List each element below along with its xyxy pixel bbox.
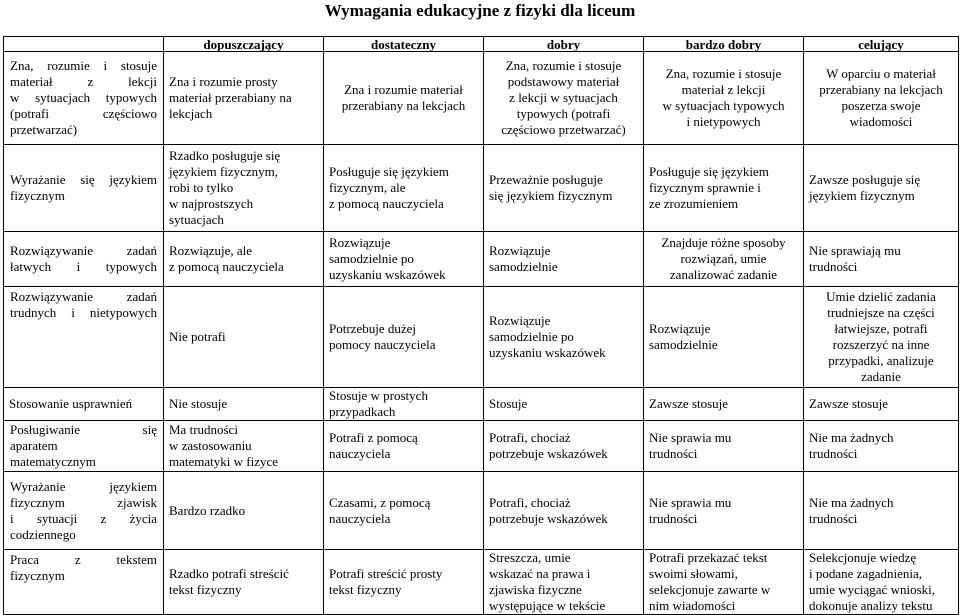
requirement-cell: Nie potrafi [164,287,324,388]
requirement-cell: Nie stosuje [164,388,324,421]
requirement-cell: Bardzo rzadko [164,472,324,550]
requirement-cell: Zna, rozumie i stosuje materiał z lekcji w sytuacjach typowych i nietypowych [644,52,804,145]
requirement-cell: Zawsze stosuje [804,388,959,421]
requirement-cell: Znajduje różne sposoby rozwiązań, umie zanalizować zadanie [644,232,804,287]
requirement-cell: Posługuje się językiem fizycznym, ale z pomocą nauczyciela [324,145,484,232]
requirement-cell: Nie ma żadnych trudności [804,421,959,472]
requirement-cell: Rozwiązuje, ale z pomocą nauczyciela [164,232,324,287]
requirement-cell: Nie sprawia mu trudności [644,472,804,550]
requirement-cell: Stosuje w prostych przypadkach [324,388,484,421]
table-row [4,550,959,615]
requirement-cell: Rzadko posługuje się językiem fizycznym, robi to tylko w najprostszych sytuacjach [164,145,324,232]
header-criterion-cell [4,37,164,52]
header-grade-dostateczny: dostateczny [324,37,484,52]
criterion-cell: Zna, rozumie i stosuje materiał z lekcji w sytuacjach typowych (potrafi częściowo przetwarzać) [4,52,164,145]
criterion-cell: Rozwiązywanie zadań trudnych i nietypowych [4,287,164,388]
header-grade-celujacy: celujący [804,37,959,52]
requirement-cell: Posługuje się językiem fizycznym sprawnie i ze zrozumieniem [644,145,804,232]
table-row [4,472,959,550]
table-row [4,232,959,287]
requirement-cell: Nie ma żadnych trudności [804,472,959,550]
requirement-cell: Nie sprawia mu trudności [644,421,804,472]
requirement-cell: Potrafi, chociaż potrzebuje wskazówek [484,472,644,550]
requirement-cell: Zna, rozumie i stosuje podstawowy materiał z lekcji w sytuacjach typowych (potrafi częściowo przetwarzać) [484,52,644,145]
table-row [4,145,959,232]
requirement-cell: Potrafi, chociaż potrzebuje wskazówek [484,421,644,472]
requirement-cell: Umie dzielić zadania trudniejsze na części łatwiejsze, potrafi rozszerzyć na inne przypadki, analizuje zadanie [804,287,959,388]
page-title: Wymagania edukacyjne z fizyki dla liceum [324,1,636,20]
requirement-cell: Zna i rozumie materiał przerabiany na lekcjach [324,52,484,145]
criterion-cell: Praca z tekstem fizycznym [4,550,164,615]
requirement-cell: Zna i rozumie prosty materiał przerabiany na lekcjach [164,52,324,145]
requirement-cell: Zawsze posługuje się językiem fizycznym [804,145,959,232]
requirement-cell: Potrafi przekazać tekst swoimi słowami, selekcjonuje zawarte w nim wiadomości [644,550,804,615]
requirement-cell: Rozwiązuje samodzielnie po uzyskaniu wskazówek [324,232,484,287]
criterion-cell: Wyrażanie się językiem fizycznym [4,145,164,232]
table-row [4,421,959,472]
requirement-cell: Rzadko potrafi streścić tekst fizyczny [164,550,324,615]
requirement-cell: W oparciu o materiał przerabiany na lekcjach poszerza swoje wiadomości [804,52,959,145]
requirement-cell: Zawsze stosuje [644,388,804,421]
requirement-cell: Nie sprawiają mu trudności [804,232,959,287]
criterion-cell: Posługiwanie się aparatem matematycznym [4,421,164,472]
requirement-cell: Streszcza, umie wskazać na prawa i zjawiska fizyczne występujące w tekście [484,550,644,615]
table-row [4,388,959,421]
header-grade-dobry: dobry [484,37,644,52]
table-row [4,52,959,145]
requirement-cell: Przeważnie posługuje się językiem fizycznym [484,145,644,232]
requirement-cell: Stosuje [484,388,644,421]
requirement-cell: Rozwiązuje samodzielnie [484,232,644,287]
header-grade-dopuszczajacy: dopuszczający [164,37,324,52]
requirement-cell: Ma trudności w zastosowaniu matematyki w fizyce [164,421,324,472]
requirement-cell: Potrafi z pomocą nauczyciela [324,421,484,472]
requirements-table [3,36,959,615]
header-row [4,37,959,52]
criterion-cell: Wyrażanie językiem fizycznym zjawisk i sytuacji z życia codziennego [4,472,164,550]
table-row [4,287,959,388]
requirement-cell: Potrzebuje dużej pomocy nauczyciela [324,287,484,388]
requirement-cell: Rozwiązuje samodzielnie po uzyskaniu wskazówek [484,287,644,388]
requirement-cell: Potrafi streścić prosty tekst fizyczny [324,550,484,615]
requirement-cell: Czasami, z pomocą nauczyciela [324,472,484,550]
criterion-cell: Stosowanie usprawnień [4,388,164,421]
requirement-cell: Selekcjonuje wiedzę i podane zagadnienia, umie wyciągać wnioski, dokonuje analizy tekstu [804,550,959,615]
criterion-cell: Rozwiązywanie zadań łatwych i typowych [4,232,164,287]
requirement-cell: Rozwiązuje samodzielnie [644,287,804,388]
header-grade-bardzo-dobry: bardzo dobry [644,37,804,52]
